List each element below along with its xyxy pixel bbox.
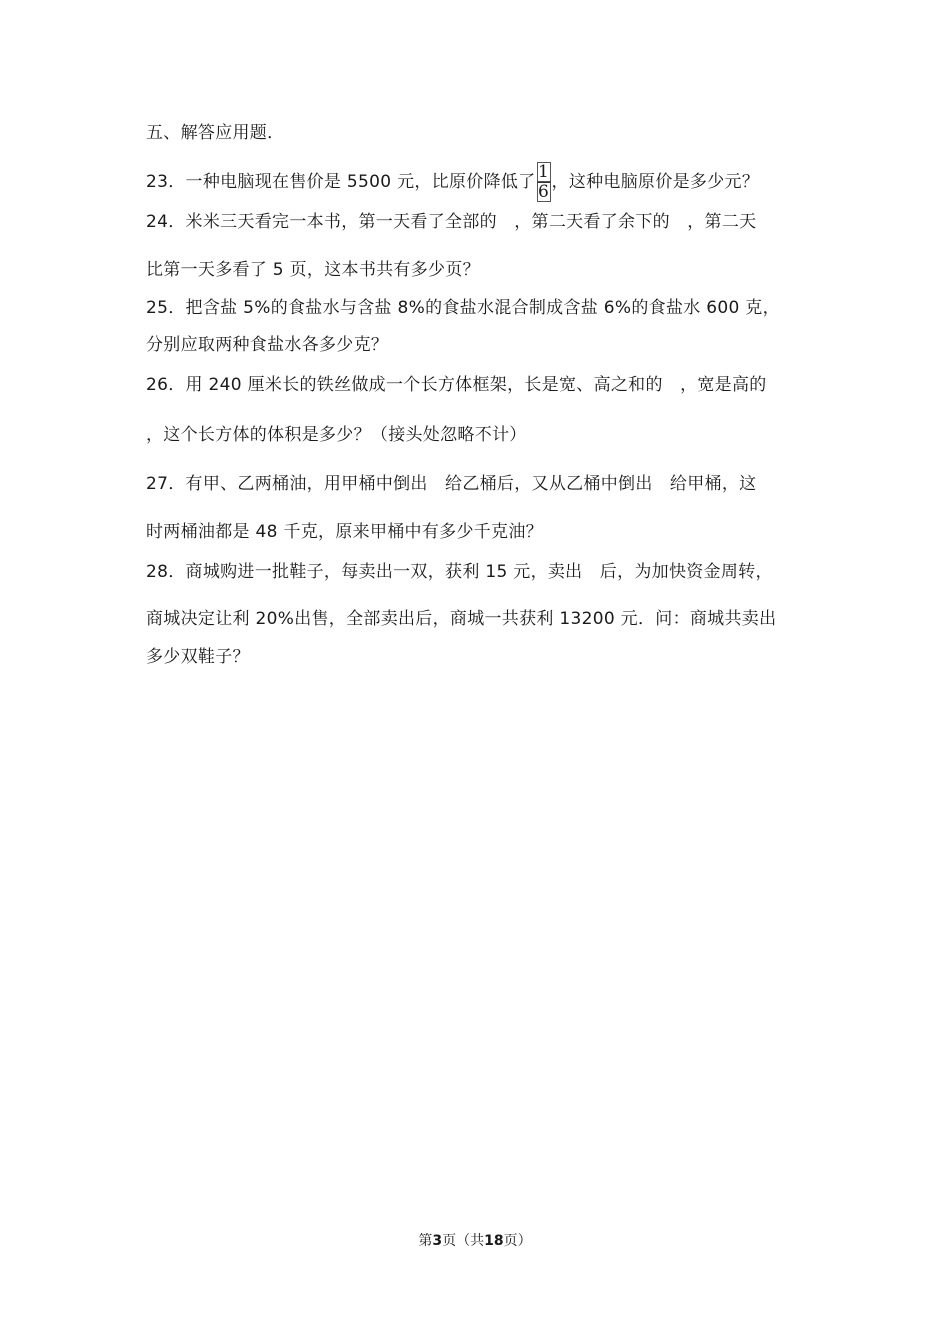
question-26-line-1: 26．用 240 厘米长的铁丝做成一个长方体框架，长是宽、高之和的 ，宽是高的 (146, 375, 767, 395)
question-27-line-1: 27．有甲、乙两桶油，用甲桶中倒出 给乙桶后，又从乙桶中倒出 给甲桶，这 (146, 474, 757, 494)
question-23 (146, 162, 759, 202)
question-23-text-a: 23．一种电脑现在售价是 5500 元，比原价降低了 (146, 172, 536, 192)
question-26-line-2: ，这个长方体的体积是多少？（接头处忽略不计） (146, 425, 527, 445)
question-24-line-2: 比第一天多看了 5 页，这本书共有多少页？ (146, 260, 480, 280)
fraction-denominator: 6 (537, 182, 550, 202)
question-25-line-2: 分别应取两种食盐水各多少克？ (146, 335, 389, 355)
footer-suffix: 页） (503, 1233, 532, 1249)
page-footer (0, 1230, 950, 1250)
footer-total-pages: 18 (484, 1233, 504, 1249)
question-28-line-2: 商城决定让利 20%出售，全部卖出后，商城一共获利 13200 元．问：商城共卖出 (146, 609, 777, 629)
question-24-line-1: 24．米米三天看完一本书，第一天看了全部的 ，第二天看了余下的 ，第二天 (146, 212, 757, 232)
footer-prefix: 第 (418, 1233, 433, 1249)
footer-middle: 页（共 (442, 1233, 485, 1249)
question-28-line-3: 多少双鞋子？ (146, 647, 250, 667)
fraction-numerator: 1 (537, 162, 550, 182)
question-25-line-1: 25．把含盐 5%的食盐水与含盐 8%的食盐水混合制成含盐 6%的食盐水 600 克， (146, 298, 780, 318)
fraction-one-sixth (537, 162, 551, 202)
question-28-line-1: 28．商城购进一批鞋子，每卖出一双，获利 15 元，卖出 后，为加快资金周转， (146, 562, 773, 582)
question-27-line-2: 时两桶油都是 48 千克，原来甲桶中有多少千克油？ (146, 522, 543, 542)
footer-page-number: 3 (432, 1233, 443, 1249)
question-23-text-b: ，这种电脑原价是多少元？ (551, 172, 760, 192)
section-title: 五、解答应用题． (146, 123, 285, 143)
